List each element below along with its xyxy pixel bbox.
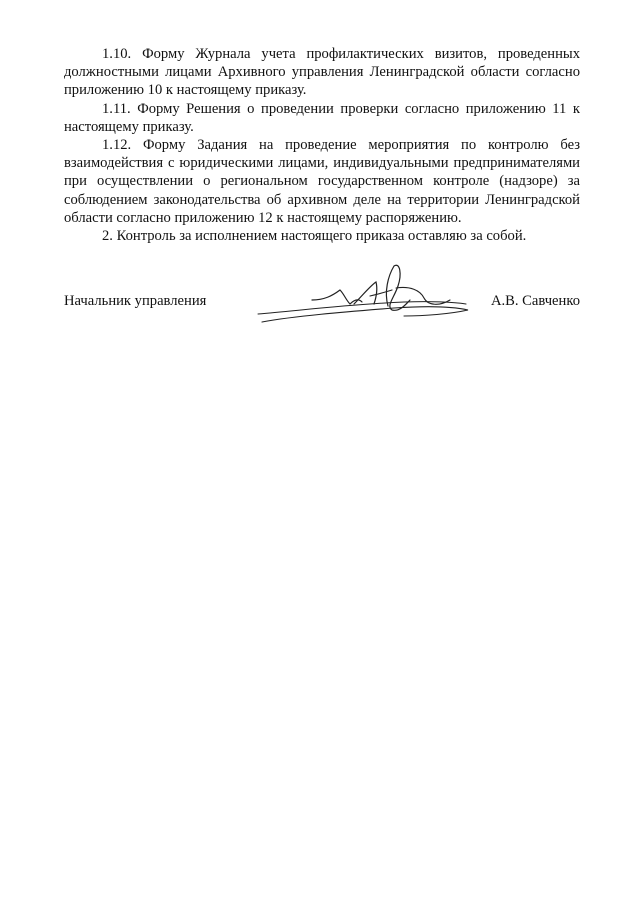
handwritten-signature [254, 256, 474, 336]
paragraph-2: 2. Контроль за исполнением настоящего приказа оставляю за собой. [102, 228, 527, 245]
paragraph-1-11: 1.11. Форму Решения о проведении проверки согласно приложению 11 к настоящему приказу. [64, 100, 580, 135]
paragraph-1-12: 1.12. Форму Задания на проведение мероприятия по контролю без взаимодействия с юридическими лицами, индивидуальными предпринимателями при осуществлении о региональном государственном контроле (надзоре) за соблюдением законодательства об архивном деле на территории Ленинградской области согласно приложению 12 к настоящему распоряжению. [64, 137, 580, 226]
position-title: Начальник управления [64, 293, 207, 309]
paragraph-1-10: 1.10. Форму Журнала учета профилактических визитов, проведенных должностными лицами Архивного управления Ленинградской области согласно приложению 10 к настоящему приказу. [64, 46, 580, 99]
signer-name: А.В. Савченко [490, 293, 580, 309]
document-body [64, 45, 580, 245]
